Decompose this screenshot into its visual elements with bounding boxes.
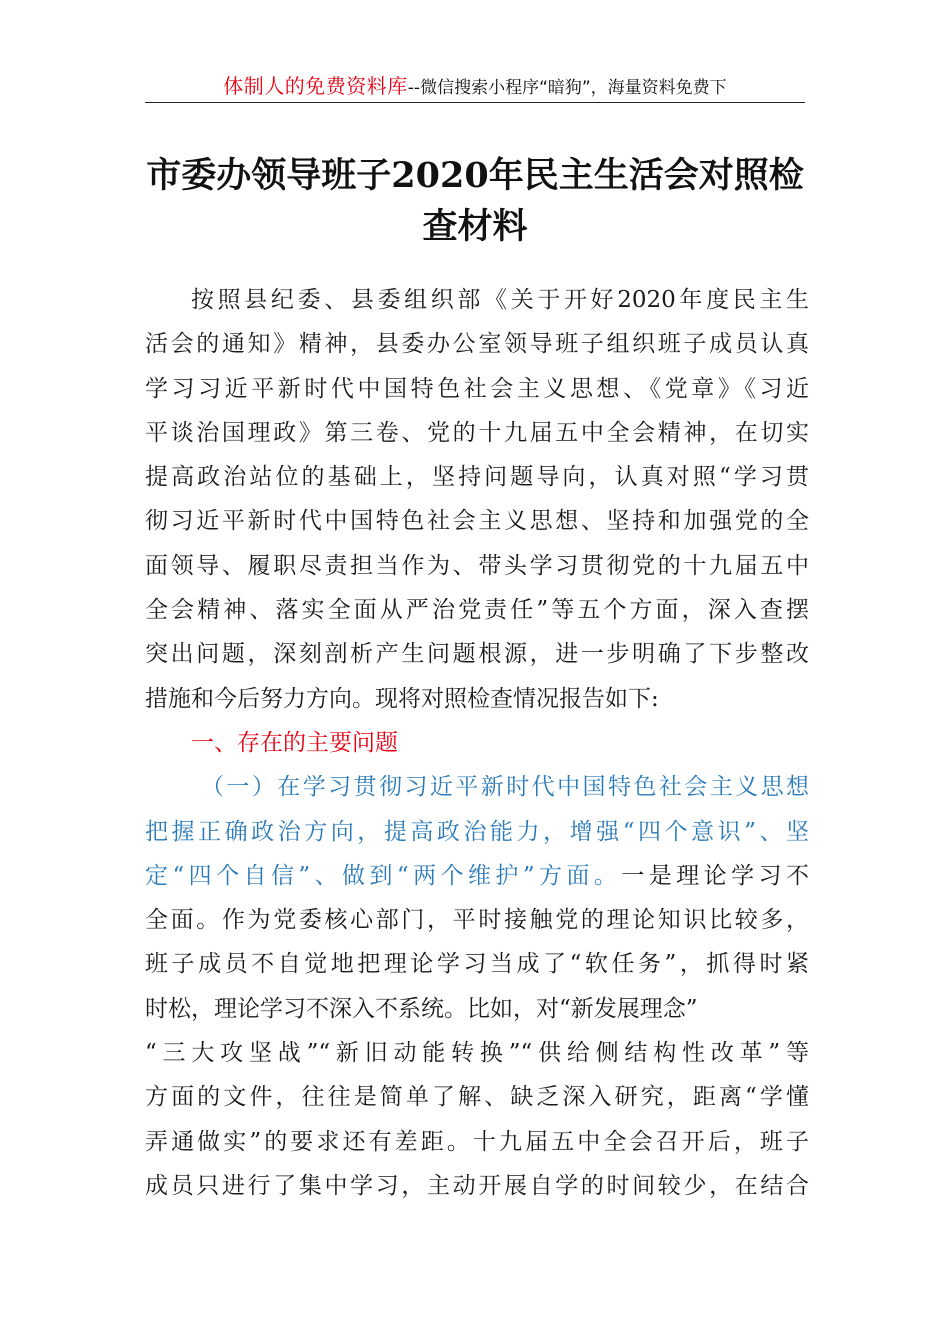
- body-line: 成员只进行了集中学习，主动开展自学的时间较少，在结合: [145, 1172, 809, 1199]
- intro-line: 按照县纪委、县委组织部《关于开好2020年度民主生: [191, 287, 809, 313]
- subsection-heading-line: （一）在学习贯彻习近平新时代中国特色社会主义思想: [201, 774, 809, 801]
- subsection-heading-line: 把握正确政治方向，提高政治能力，增强“四个意识”、坚: [145, 818, 809, 845]
- body-line: 方面的文件，往往是简单了解、缺乏深入研究，距离“学懂: [145, 1084, 809, 1111]
- subsection-heading-mixed-line: [145, 854, 809, 898]
- intro-line: 突出问题，深刻剖析产生问题根源，进一步明确了下步整改: [145, 641, 809, 668]
- header-brand: 体制人的免费资料库: [223, 74, 408, 98]
- intro-line: 措施和今后努力方向。现将对照检查情况报告如下:: [145, 685, 659, 712]
- body-line: “三大攻坚战”“新旧动能转换”“供给侧结构性改革”等: [145, 1040, 809, 1067]
- intro-line: 活会的通知》精神，县委办公室领导班子组织班子成员认真: [145, 331, 809, 358]
- section-heading: 一、存在的主要问题: [191, 729, 398, 756]
- title-line-1: 市委办领导班子2020年民主生活会对照检: [146, 155, 804, 196]
- title-line-2: 查材料: [422, 206, 528, 247]
- header-tagline: --微信搜索小程序“暗狗”，海量资料免费下: [407, 78, 727, 98]
- intro-line: 全会精神、落实全面从严治党责任”等五个方面，深入查摆: [145, 597, 809, 624]
- body-line: 时松，理论学习不深入不系统。比如，对“新发展理念”: [145, 995, 698, 1022]
- intro-line: 平谈治国理政》第三卷、党的十九届五中全会精神，在切实: [145, 419, 809, 446]
- intro-line: 彻习近平新时代中国特色社会主义思想、坚持和加强党的全: [145, 508, 809, 535]
- intro-line: 学习习近平新时代中国特色社会主义思想、《党章》《习近: [145, 375, 809, 402]
- body-line: 弄通做实”的要求还有差距。十九届五中全会召开后，班子: [145, 1128, 809, 1155]
- intro-line: 面领导、履职尽责担当作为、带头学习贯彻党的十九届五中: [145, 552, 809, 579]
- document-title: [120, 150, 830, 252]
- document-body: [145, 278, 809, 1208]
- intro-line: 提高政治站位的基础上，坚持问题导向，认真对照“学习贯: [145, 464, 809, 491]
- body-line: 全面。作为党委核心部门，平时接触党的理论知识比较多，: [145, 907, 809, 934]
- body-text-start: 一是理论学习不: [621, 862, 809, 889]
- watermark-header: [145, 70, 805, 103]
- body-line: 班子成员不自觉地把理论学习当成了“软任务”，抓得时紧: [145, 951, 809, 978]
- subsection-heading-tail: 定“四个自信”、做到“两个维护”方面。: [145, 862, 622, 889]
